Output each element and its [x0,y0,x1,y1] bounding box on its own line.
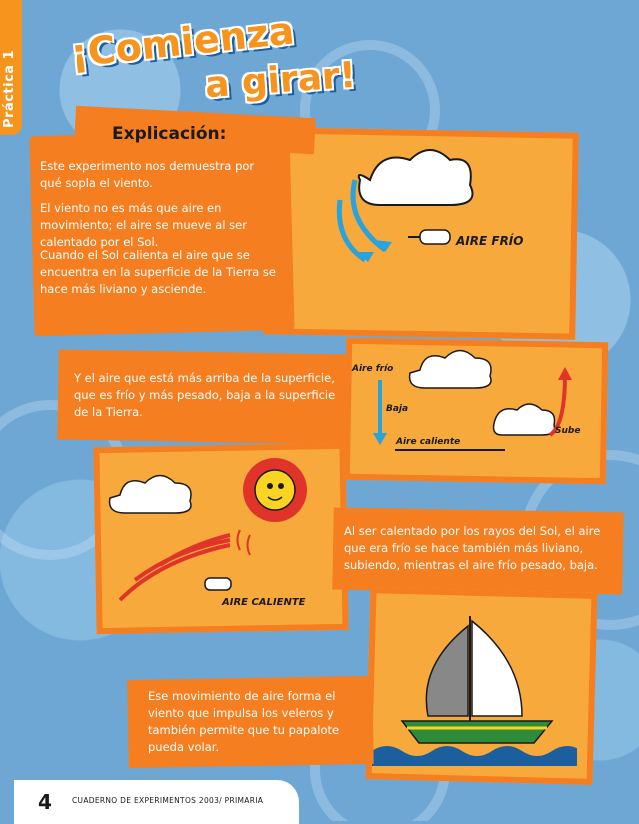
label-baja: Baja [386,404,409,414]
sun-icon [243,458,307,522]
panel-3-text: Al ser calentado por los rayos del Sol, el aire que era frío se hace también más liviano, subiendo, mientras el aire frío pesado, baja. [344,524,601,572]
water-waves [372,746,577,766]
page-number: 4 [38,790,52,814]
sailboat-icon [402,616,552,743]
explanation-paragraph-3: Cuando el Sol calienta el aire que se encuentra en la superficie de la Tierra se hace más liviano y asciende. [40,248,276,296]
cloud-icon [110,476,191,514]
cold-air-illustration [300,140,560,280]
cloud-icon [359,150,473,205]
label-aire-frio: AIRE FRÍO [456,234,524,248]
section-tab-label: Práctica 1 [2,49,17,128]
panel-4-text: Ese movimiento de aire forma el viento que impulsa los veleros y también permite que tu papalote pueda volar. [148,689,340,754]
hot-air-arrow [120,545,230,600]
pointing-hand-icon [408,230,450,244]
label-aire-caliente: AIRE CALIENTE [222,597,306,608]
footer-text: CUADERNO DE EXPERIMENTOS 2003/ PRIMARIA [72,796,264,805]
label-aire-frio-2: Aire frío [352,364,394,374]
explanation-paragraph-2: El viento no es más que aire en movimiento; el aire se mueve al ser calentado por el Sol. [40,201,247,249]
section-tab [0,0,22,135]
explanation-heading: Explicación: [112,124,227,144]
label-aire-caliente-2: Aire caliente [396,437,461,447]
sun-illustration [100,450,330,615]
panel-2-text: Y el aire que está más arriba de la superficie, que es frío y más pesado, baja a la superficie de la Tierra. [74,371,336,419]
explanation-paragraph-1: Este experimento nos demuestra por qué sopla el viento. [40,159,255,190]
pointing-hand-icon [205,578,231,590]
page-title-line2: a girar! [203,54,358,107]
label-sube: Sube [555,426,581,436]
heat-lines [238,530,251,555]
cloud-icon [410,351,491,389]
page-title-line1: ¡Comienza [68,8,297,76]
cloud-icon [494,404,555,435]
sailboat-illustration [372,596,577,766]
